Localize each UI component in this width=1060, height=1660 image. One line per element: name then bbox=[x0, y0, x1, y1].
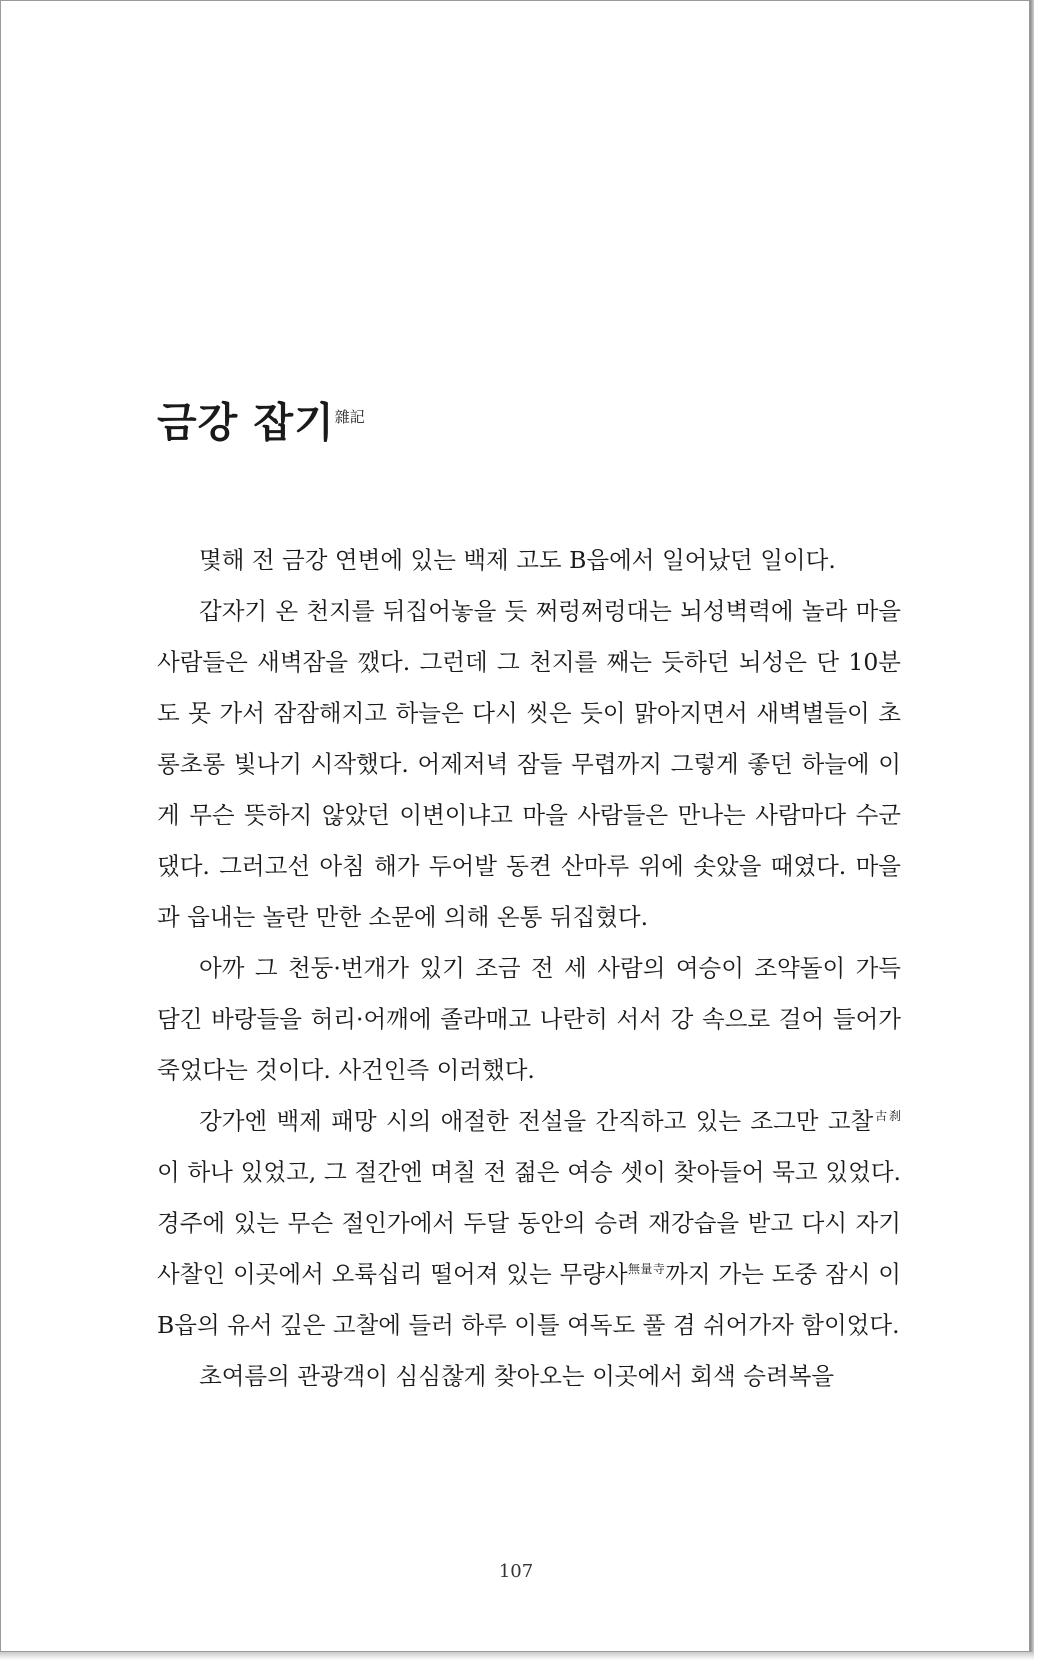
hanja-annotation-gochal: 古刹 bbox=[873, 1109, 901, 1124]
paragraph-3: 아까 그 천둥·번개가 있기 조금 전 세 사람의 여승이 조약돌이 가득 담긴 바랑들을 허리·어깨에 졸라매고 나란히 서서 강 속으로 걸어 들어가 죽었다는 것이다. 사건인즉 이러했다. bbox=[157, 954, 901, 1084]
body-text bbox=[157, 535, 901, 1402]
page-bottom-shadow bbox=[0, 1652, 1034, 1660]
paragraph-1: 몇해 전 금강 연변에 있는 백제 고도 B읍에서 일어났던 일이다. bbox=[199, 546, 836, 574]
chapter-title bbox=[157, 389, 365, 451]
paragraph-4-part-1: 강가엔 백제 패망 시의 애절한 전설을 간직하고 있는 조그만 고찰 bbox=[199, 1107, 874, 1135]
chapter-title-hanja: 雜記 bbox=[334, 408, 365, 426]
paragraph-5: 초여름의 관광객이 심심찮게 찾아오는 이곳에서 회색 승려복을 bbox=[199, 1362, 835, 1390]
paragraph-4 bbox=[157, 1096, 901, 1351]
paragraph-4-part-2: 이 하나 있었고, 그 절간엔 며칠 전 젊은 여승 셋이 찾아들어 묵고 있었다. 경주에 있는 무슨 절인가에서 두달 동안의 승려 재강습을 받고 다시 자기 사찰인 이곳에서 오륙십리 떨어져 있는 무량사 bbox=[157, 1158, 901, 1288]
page-number: 107 bbox=[498, 1561, 534, 1582]
hanja-annotation-muryangsa: 無量寺 bbox=[627, 1262, 666, 1277]
paragraph-4-part-3: 까지 가는 도중 잠시 이 B읍의 유서 깊은 고찰에 들러 하루 이틀 여독도 풀 겸 쉬어가자 함이었다. bbox=[157, 1260, 901, 1339]
paragraph-2: 갑자기 온 천지를 뒤집어놓을 듯 쩌렁쩌렁대는 뇌성벽력에 놀라 마을 사람들은 새벽잠을 깼다. 그런데 그 천지를 째는 듯하던 뇌성은 단 10분도 못 가서 잠잠해지고 하늘은 다시 씻은 듯이 맑아지면서 새벽별들이 초롱초롱 빛나기 시작했다. 어제저녁 잠들 무렵까지 그렇게 좋던 하늘에 이게 무슨 뜻하지 않았던 이변이냐고 마을 사람들은 만나는 사람마다 수군댔다. 그러고선 아침 해가 두어발 동켠 산마루 위에 솟았을 때였다. 마을과 읍내는 놀란 만한 소문에 의해 온통 뒤집혔다. bbox=[157, 597, 901, 931]
chapter-title-text: 금강 잡기 bbox=[157, 398, 335, 447]
page-edge-shadow bbox=[1030, 0, 1034, 1660]
